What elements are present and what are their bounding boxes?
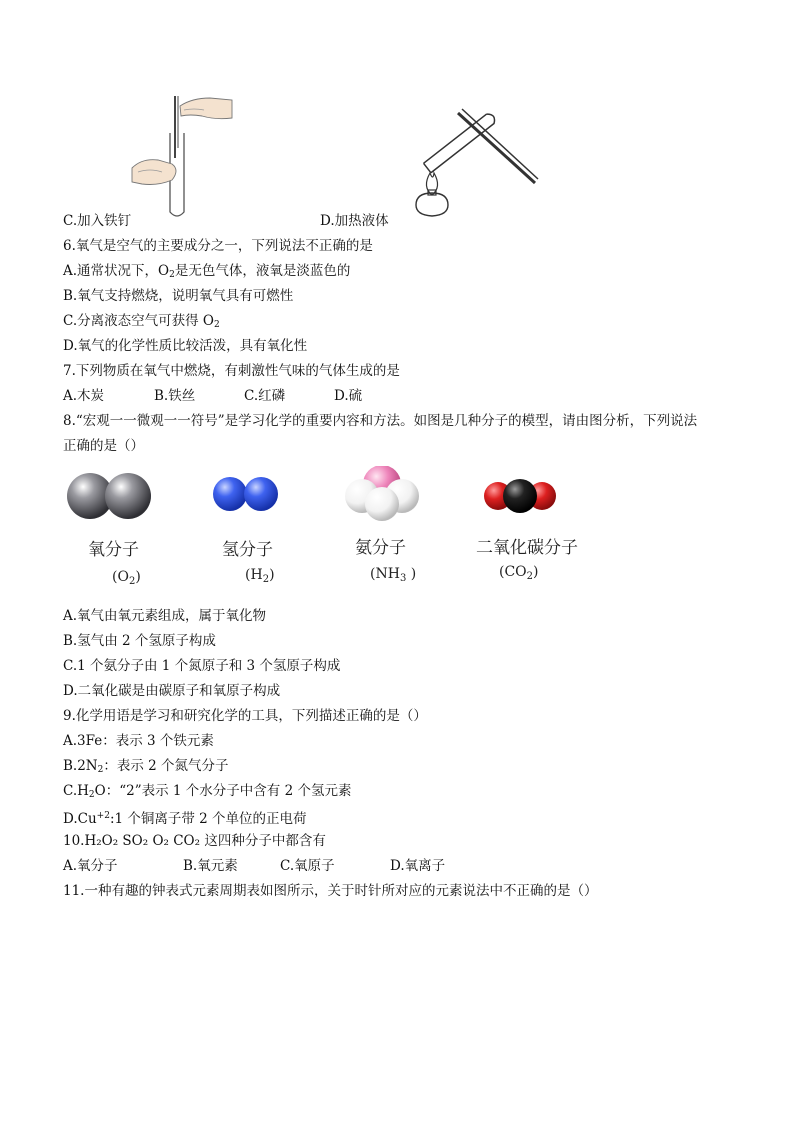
q9-b-sub: 2 [97,765,104,775]
q6-a-pre: A.通常状况下，O [63,263,170,279]
q10-option-b[interactable]: B.氧元素 [183,858,238,874]
q9-option-d[interactable] [63,807,307,828]
q6-stem: 6.氧气是空气的主要成分之一，下列说法不正确的是 [63,238,373,254]
q6-option-d[interactable]: D.氧气的化学性质比较活泼，具有氧化性 [63,338,308,354]
q7-option-d[interactable]: D.硫 [334,388,363,404]
formula-o2-sub: 2 [128,576,136,587]
q8-stem-line2: 正确的是（） [63,438,144,454]
q6-option-a[interactable] [63,262,350,284]
heating-liquid-figure [400,95,545,220]
q9-stem: 9.化学用语是学习和研究化学的工具，下列描述正确的是（） [63,708,427,724]
q7-option-c[interactable]: C.红磷 [244,388,286,404]
molecule-formula-ammonia: ($NH_3$ ) [370,566,417,584]
q7-stem: 7.下列物质在氧气中燃烧，有刺激性气味的气体生成的是 [63,363,400,379]
q7-option-a[interactable]: A.木炭 [63,388,105,404]
formula-nh3-base: NH [375,566,400,582]
q6-option-c[interactable] [63,312,220,334]
hydrogen-molecule-model [213,477,278,511]
q6-c-pre: C.分离液态空气可获得 O [63,313,214,329]
q9-option-b[interactable] [63,757,229,779]
molecule-models-figure [60,466,600,526]
q8-option-b[interactable]: B.氢气由 2 个氢原子构成 [63,633,216,649]
q6-a-post: 是无色气体，液氧是淡蓝色的 [174,263,351,279]
q6-a-sub: 2 [169,270,175,280]
molecule-name-carbon-dioxide: 二氧化碳分子 [476,538,578,558]
q6-c-sub: 2 [214,320,220,330]
q9-c-post: O：“2”表示 1 个水分子中含有 2 个氢元素 [94,783,352,799]
q9-option-c[interactable] [63,782,351,804]
q8-option-d[interactable]: D.二氧化碳是由碳原子和氧原子构成 [63,683,281,699]
molecule-name-ammonia: 氨分子 [355,538,406,558]
molecule-formula-carbon-dioxide: $(CO_2)$ [499,564,539,582]
molecule-formula-oxygen: $(O_2)$ [112,569,141,587]
q5-option-c[interactable]: C.加入铁钉 [63,213,132,229]
q9-b-post: ：表示 2 个氮气分子 [103,758,229,774]
q10-stem: 10.H₂O₂ SO₂ O₂ CO₂ 这四种分子中都含有 [63,833,326,849]
q8-option-a[interactable]: A.氧气由氧元素组成，属于氧化物 [63,608,267,624]
formula-co2-base: CO [504,564,527,580]
q5-option-d[interactable]: D.加热液体 [320,213,389,229]
formula-h2-base: H [250,567,263,583]
molecule-name-hydrogen: 氢分子 [222,540,273,560]
q9-d-pre: D.Cu [63,811,97,827]
ammonia-molecule-model [345,466,419,521]
q8-option-c[interactable]: C.1 个氨分子由 1 个氮原子和 3 个氢原子构成 [63,658,341,674]
q9-b-pre: B.2N [63,758,98,774]
q10-option-d[interactable]: D.氧离子 [390,858,446,874]
formula-h2-sub: 2 [262,574,270,585]
carbon-dioxide-molecule-model [484,479,556,513]
q9-c-pre: C.H [63,783,89,799]
q7-option-b[interactable]: B.铁丝 [154,388,196,404]
q10-option-c[interactable]: C.氧原子 [280,858,335,874]
q10-option-a[interactable]: A.氧分子 [63,858,118,874]
molecule-name-oxygen: 氧分子 [88,540,139,560]
oxygen-molecule-model [67,473,151,519]
q8-stem-line1: 8.“宏观一一微观一一符号”是学习化学的重要内容和方法。如图是几种分子的模型，请由图分析，下列说法 [63,413,698,429]
formula-nh3-sub: 3 [399,573,407,584]
formula-o2-base: O [117,569,129,585]
q6-option-b[interactable]: B.氧气支持燃烧，说明氧气具有可燃性 [63,288,294,304]
q9-d-sup: +2 [96,811,110,821]
q9-c-sub: 2 [88,790,95,800]
q9-d-post: :1 个铜离子带 2 个单位的正电荷 [109,811,307,827]
adding-iron-nail-figure [128,88,238,220]
formula-co2-sub: 2 [526,571,534,582]
q9-option-a[interactable]: A.3Fe：表示 3 个铁元素 [63,733,214,749]
molecule-formula-hydrogen: $(H_2)$ [245,567,275,585]
q11-stem: 11.一种有趣的钟表式元素周期表如图所示，关于时针所对应的元素说法中不正确的是（） [63,883,598,899]
